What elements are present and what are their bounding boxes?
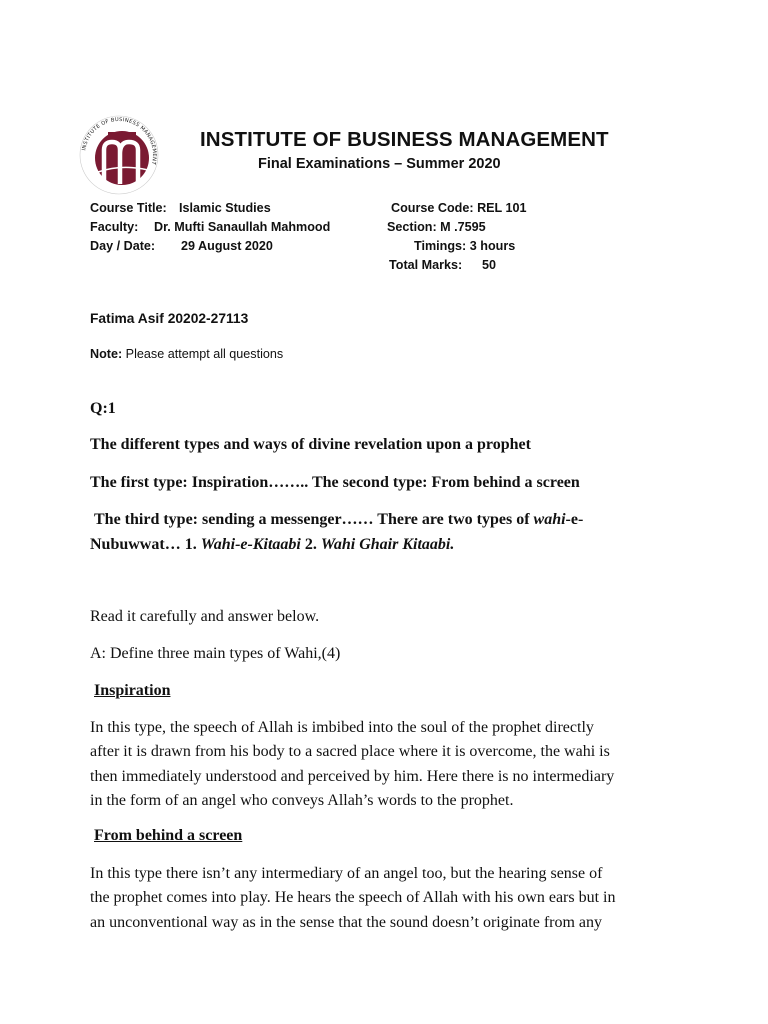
timings: Timings: 3 hours — [414, 239, 516, 253]
paragraph-line: then immediately understood and perceived by him. Here there is no intermediary — [90, 767, 615, 785]
question-number: Q:1 — [90, 400, 116, 417]
screen-paragraph — [90, 862, 680, 935]
question-types-line: The first type: Inspiration…….. The second type: From behind a screen — [90, 474, 580, 491]
logo-ring-text: INSTITUTE OF BUSINESS MANAGEMENT — [81, 116, 158, 166]
paragraph-line: after it is drawn from his body to a sacred place where it is overcome, the wahi is — [90, 743, 610, 761]
paragraph-line: in the form of an angel who conveys Allah’s words to the prophet. — [90, 792, 514, 810]
paragraph-line: In this type there isn’t any intermediary of an angel too, but the hearing sense of — [90, 865, 603, 882]
faculty-row: Faculty: Dr. Mufti Sanaullah Mahmood — [90, 220, 331, 234]
question-third-type: The third type: sending a messenger…… There are two types of wahi-e- — [94, 511, 584, 528]
total-marks: Total Marks: 50 — [389, 258, 497, 272]
paragraph-line: In this type, the speech of Allah is imbibed into the soul of the prophet directly — [90, 719, 594, 736]
student-name-id: Fatima Asif 20202-27113 — [90, 311, 249, 326]
institute-title: INSTITUTE OF BUSINESS MANAGEMENT — [200, 128, 609, 151]
inspiration-paragraph — [90, 716, 680, 814]
course-title-row: Course Title: Islamic Studies — [90, 201, 271, 215]
course-code: Course Code: REL 101 — [391, 201, 527, 215]
section: Section: M .7595 — [387, 220, 486, 234]
paragraph-line: an unconventional way as in the sense that the sound doesn’t originate from any — [90, 913, 603, 931]
heading-from-behind-screen: From behind a screen — [94, 827, 243, 844]
question-wahi-kinds: Nubuwwat… 1. Wahi-e-Kitaabi 2. Wahi Ghair Kitaabi. — [90, 536, 455, 553]
heading-inspiration: Inspiration — [94, 682, 171, 699]
question-intro: The different types and ways of divine revelation upon a prophet — [90, 436, 531, 453]
instruction-read: Read it carefully and answer below. — [90, 608, 320, 625]
exam-title: Final Examinations – Summer 2020 — [258, 156, 501, 172]
institute-logo — [78, 114, 160, 196]
question-a: A: Define three main types of Wahi,(4) — [90, 645, 341, 662]
paragraph-line: the prophet comes into play. He hears the speech of Allah with his own ears but in — [90, 889, 616, 907]
date-row: Day / Date: 29 August 2020 — [90, 239, 273, 253]
note: Note: Please attempt all questions — [90, 347, 284, 361]
